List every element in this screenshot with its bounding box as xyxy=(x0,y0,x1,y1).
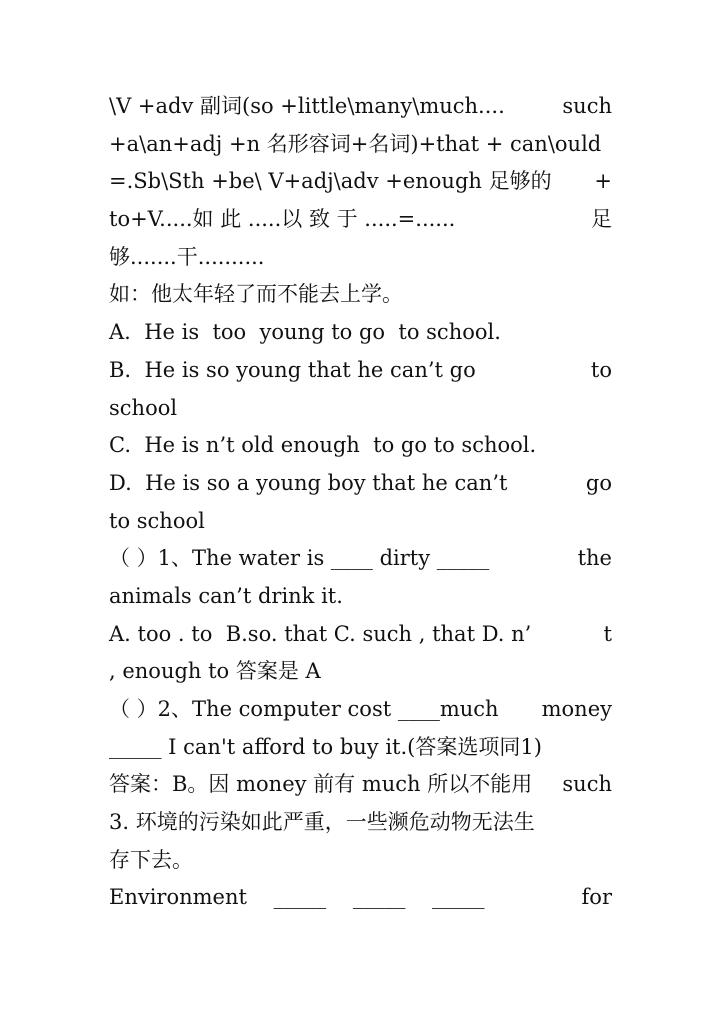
option-b: B. He is so young that he can’t go to xyxy=(109,357,612,382)
question-prompt: 如：他太年轻了而不能去上学。 xyxy=(109,282,403,307)
option-b-cont: school xyxy=(109,395,178,420)
text-line-2: +a\an+adj +n 名形容词+名词)+that + can\ould xyxy=(109,131,602,156)
exercise-2-answer: 答案：B。因 money 前有 much 所以不能用 such xyxy=(109,772,612,797)
text-line-3: =.Sb\Sth +be\ V+adj\adv +enough 足够的 + xyxy=(109,169,612,194)
text-line-1: \V +adv 副词(so +little\many\much.... such xyxy=(109,94,612,118)
option-c: C. He is n’t old enough to go to school. xyxy=(109,433,537,458)
exercise-1-options: A. too . to B.so. that C. such , that D. n’ t xyxy=(109,621,612,646)
exercise-3: 3. 环境的污染如此严重，一些濒危动物无法生 xyxy=(109,810,535,835)
exercise-2: （ ）2、The computer cost ____much money xyxy=(109,697,612,721)
text-line-4: to+V.....如 此 .....以 致 于 .....=...... 足 xyxy=(109,207,612,232)
option-a: A. He is too young to go to school. xyxy=(109,320,501,345)
option-d-cont: to school xyxy=(109,508,205,533)
exercise-1: （ ）1、The water is ____ dirty _____ the xyxy=(109,546,612,571)
exercise-1-cont: animals can’t drink it. xyxy=(109,583,343,608)
exercise-3-blanks: Environment _____ _____ _____ for xyxy=(109,885,612,910)
option-d: D. He is so a young boy that he can’t go xyxy=(109,470,612,495)
text-line-5: 够.......干.......... xyxy=(109,244,265,269)
exercise-2-cont: _____ I can't afford to buy it.(答案选项同1) xyxy=(109,734,542,759)
exercise-3-cont: 存下去。 xyxy=(109,847,193,872)
exercise-1-answer: , enough to 答案是 A xyxy=(109,659,321,684)
document-page xyxy=(109,88,612,917)
